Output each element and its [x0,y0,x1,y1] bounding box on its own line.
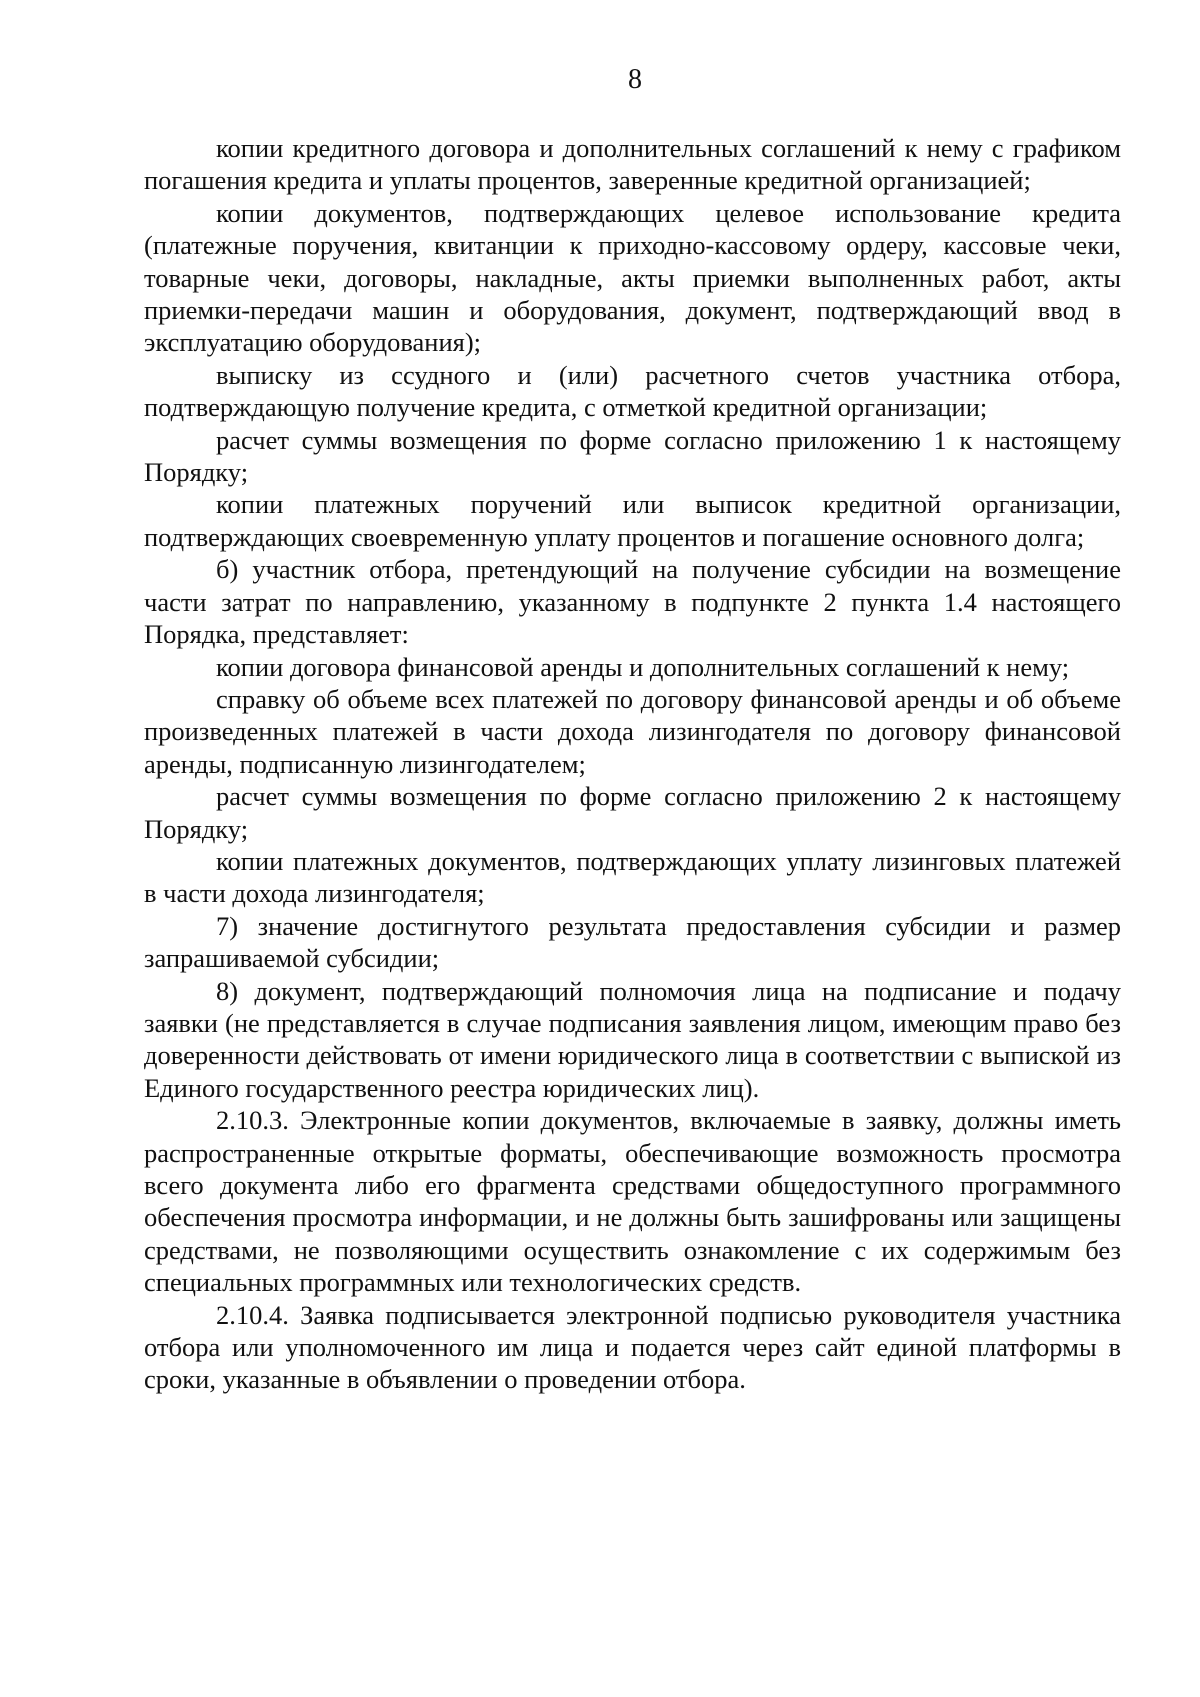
paragraph-payment-orders-copies: копии платежных поручений или выписок кредитной организации, подтверждающих своевременную уплату процентов и погашение основного долга; [144,489,1121,552]
paragraph-target-use-documents: копии документов, подтверждающих целевое использование кредита (платежные поручения, квитанции к приходно-кассовому ордеру, кассовые чеки, товарные чеки, договоры, накладные, акты приемки выполненных работ, акты приемки-передачи машин и оборудования, документ, подтверждающий ввод в эксплуатацию оборудования); [144,197,1121,358]
paragraph-calculation-appendix-1: расчет суммы возмещения по форме согласно приложению 1 к настоящему Порядку; [144,424,1121,488]
paragraph-calculation-appendix-2: расчет суммы возмещения по форме согласно приложению 2 к настоящему Порядку; [144,781,1121,844]
paragraph-leasing-agreement-copies: копии договора финансовой аренды и дополнительных соглашений к нему; [216,651,1070,682]
paragraph-leasing-payment-documents: копии платежных документов, подтверждающих уплату лизинговых платежей в части дохода лизингодателя; [144,845,1121,909]
paragraph-subpoint-b: б) участник отбора, претендующий на получение субсидии на возмещение части затрат по направлению, указанному в подпункте 2 пункта 1.4 настоящего Порядка, представляет: [144,554,1121,650]
paragraph-leasing-payments-certificate: справку об объеме всех платежей по договору финансовой аренды и об объеме произведенных платежей в части дохода лизингодателя по договору финансовой аренды, подписанную лизингодателем; [144,683,1121,779]
page-number: 8 [628,64,642,95]
paragraph-account-statement: выписку из ссудного и (или) расчетного счетов участника отбора, подтверждающую получение кредита, с отметкой кредитной организации; [144,359,1121,423]
paragraph-2-10-3: 2.10.3. Электронные копии документов, включаемые в заявку, должны иметь распространенные открытые форматы, обеспечивающие возможность просмотра всего документа либо его фрагмента средствами общедоступного программного обеспечения просмотра информации, и не должны быть зашифрованы или защищены средствами, не позволяющими осуществить ознакомление с их содержимым без специальных программных или технологических средств. [144,1105,1121,1298]
paragraph-credit-agreement-copies: копии кредитного договора и дополнительных соглашений к нему с графиком погашения кредита и уплаты процентов, заверенные кредитной организацией; [144,133,1121,196]
document-body [144,132,1121,1396]
paragraph-item-8: 8) документ, подтверждающий полномочия лица на подписание и подачу заявки (не представляется в случае подписания заявления лицом, имеющим право без доверенности действовать от имени юридического лица в соответствии с выпиской из Единого государственного реестра юридических лиц). [144,975,1121,1103]
paragraph-item-7: 7) значение достигнутого результата предоставления субсидии и размер запрашиваемой субсидии; [144,910,1121,974]
paragraph-2-10-4: 2.10.4. Заявка подписывается электронной подписью руководителя участника отбора или уполномоченного им лица и подается через сайт единой платформы в сроки, указанные в объявлении о проведении отбора. [144,1299,1121,1395]
